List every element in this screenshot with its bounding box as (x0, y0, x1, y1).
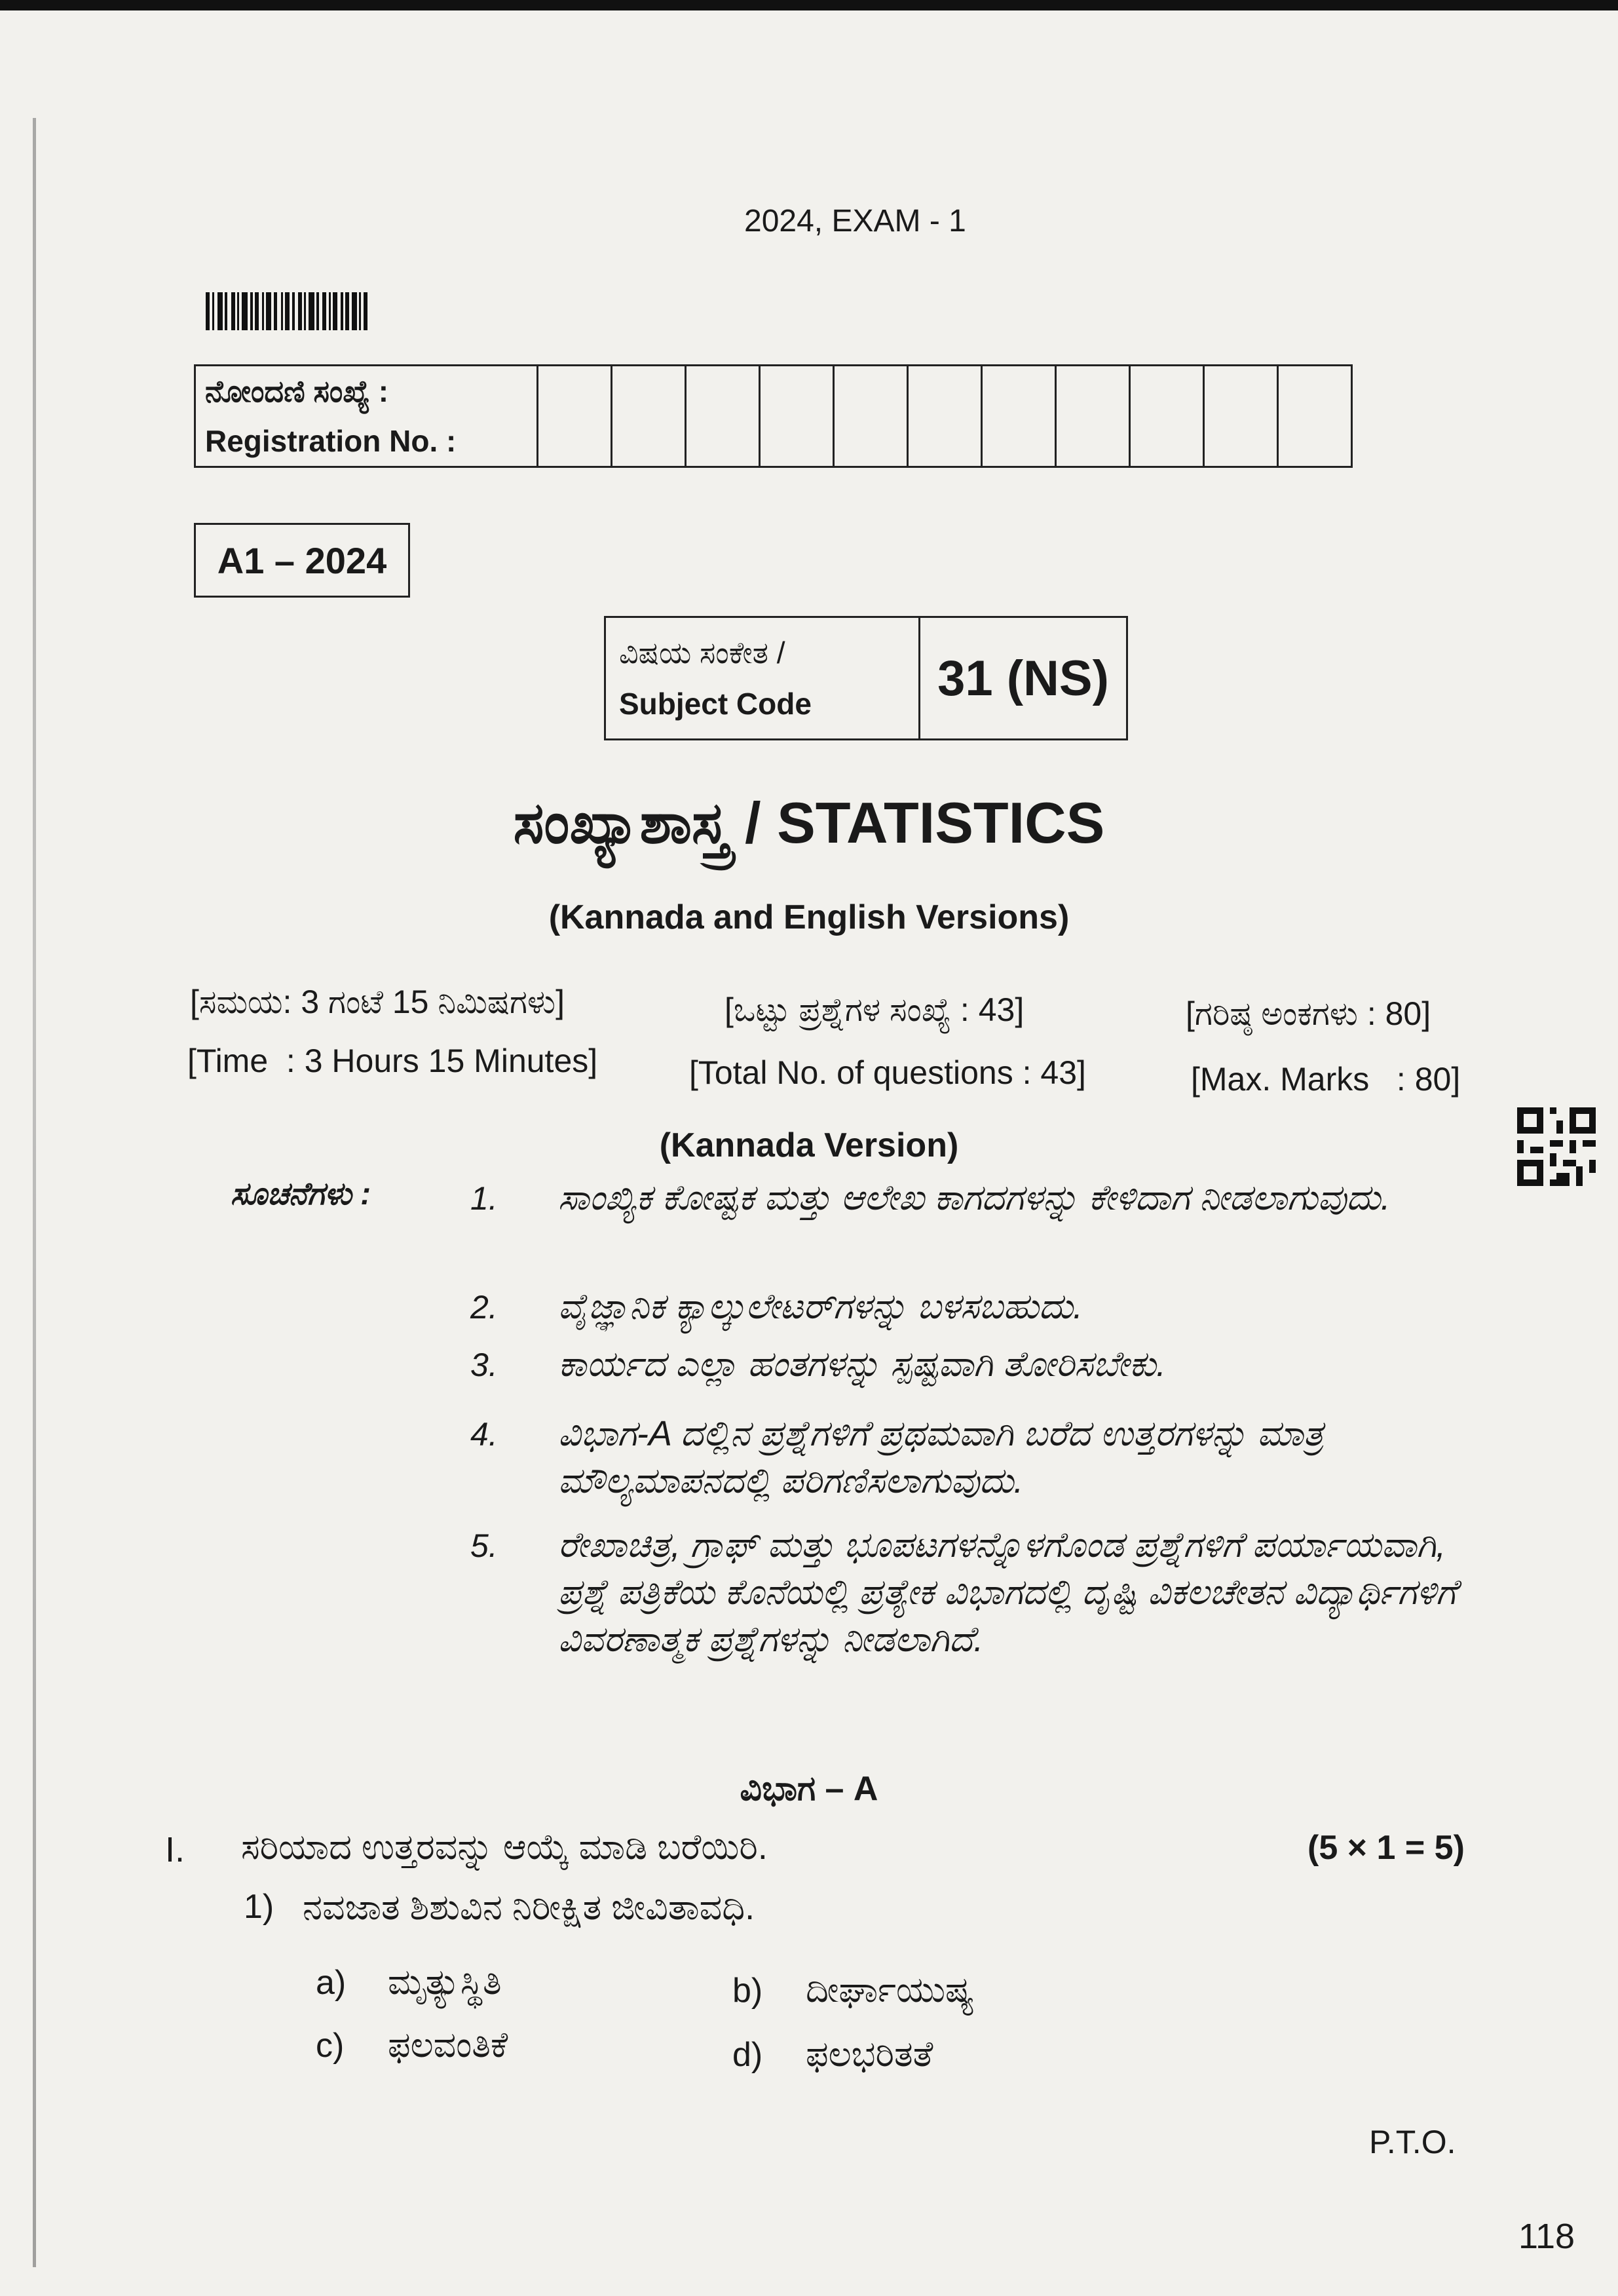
instruction-number: 5. (470, 1527, 498, 1564)
scan-top-border (0, 0, 1618, 10)
instructions-heading: ಸೂಚನೆಗಳು : (231, 1177, 371, 1212)
subject-code-label-kn: ವಿಷಯ ಸಂಕೇತ / (619, 636, 785, 670)
registration-digit-box[interactable] (1204, 366, 1278, 467)
registration-digit-box[interactable] (834, 366, 908, 467)
questions-en: [Total No. of questions : 43] (689, 1054, 1086, 1091)
registration-digit-box[interactable] (760, 366, 834, 467)
option-text: ದೀರ್ಘಾಯುಷ್ಯ (806, 1970, 975, 2010)
page-number: 118 (1518, 2217, 1575, 2256)
subject-code-label (606, 618, 920, 738)
option-label: d) (732, 2036, 763, 2074)
question-text: ಸರಿಯಾದ ಉತ್ತರವನ್ನು ಆಯ್ಕೆ ಮಾಡಿ ಬರೆಯಿರಿ. (241, 1827, 768, 1867)
instruction-text: ರೇಖಾಚಿತ್ರ, ಗ್ರಾಫ್ ಮತ್ತು ಭೂಪಟಗಳನ್ನೊಳಗೊಂಡ ಪ್ರಶ್ನೆಗಳಿಗೆ ಪರ್ಯಾಯವಾಗಿ, ಪ್ರಶ್ನೆ ಪತ್ರಿಕೆಯ ಕೊನೆಯಲ್ಲಿ ಪ್ರತ್ಯೇಕ ವಿಭಾಗದಲ್ಲಿ ದೃಷ್ಟಿ ವಿಕಲಚೇತನ ವಿದ್ಯಾರ್ಥಿಗಳಿಗೆ ವಿವರಣಾತ್ಮಕ ಪ್ರಶ್ನೆಗಳನ್ನು ನೀಡಲಾಗಿದೆ. (558, 1525, 1457, 1659)
versions-note: (Kannada and English Versions) (548, 898, 1070, 936)
registration-digit-box[interactable] (1056, 366, 1130, 467)
registration-digit-box[interactable] (538, 366, 612, 467)
option-text: ಮೃತ್ಯುಸ್ಥಿತಿ (388, 1962, 502, 2002)
sub-question-text: ನವಜಾತ ಶಿಶುವಿನ ನಿರೀಕ್ಷಿತ ಜೀವಿತಾವಧಿ. (303, 1888, 755, 1927)
questions-kn: [ಒಟ್ಟು ಪ್ರಶ್ನೆಗಳ ಸಂಖ್ಯೆ : 43] (724, 991, 1025, 1028)
registration-label-en: Registration No. : (205, 424, 457, 458)
registration-digit-box[interactable] (686, 366, 760, 467)
question-roman-number: I. (165, 1830, 185, 1869)
subject-code-label-en: Subject Code (619, 687, 812, 721)
instruction-number: 2. (470, 1289, 498, 1326)
pto-marker: P.T.O. (1369, 2124, 1456, 2160)
kannada-version-heading: (Kannada Version) (659, 1126, 959, 1164)
option-label: c) (316, 2027, 345, 2065)
time-kn: [ಸಮಯ: 3 ಗಂಟೆ 15 ನಿಮಿಷಗಳು] (190, 984, 565, 1020)
option-label: b) (732, 1972, 763, 2010)
instruction-number: 4. (470, 1416, 498, 1453)
qr-code (1517, 1107, 1596, 1186)
registration-label-kn: ನೋಂದಣಿ ಸಂಖ್ಯೆ : (205, 374, 389, 408)
instruction-text: ವೈಜ್ಞಾನಿಕ ಕ್ಯಾಲ್ಕುಲೇಟರ್‌ಗಳನ್ನು ಬಳಸಬಹುದು. (558, 1287, 1083, 1326)
marks-kn: [ಗರಿಷ್ಠ ಅಂಕಗಳು : 80] (1186, 995, 1431, 1032)
marks-en: [Max. Marks : 80] (1191, 1061, 1461, 1098)
sub-question-number: 1) (244, 1888, 274, 1926)
paper-title: ಸಂಖ್ಯಾಶಾಸ್ತ್ರ / STATISTICS (513, 790, 1105, 855)
registration-digit-box[interactable] (982, 366, 1056, 467)
registration-label (195, 366, 538, 467)
instruction-text: ಕಾರ್ಯದ ಎಲ್ಲಾ ಹಂತಗಳನ್ನು ಸ್ಪಷ್ಟವಾಗಿ ತೋರಿಸಬೇಕು. (558, 1345, 1166, 1384)
section-heading: ವಿಭಾಗ – A (740, 1770, 878, 1808)
option-label: a) (316, 1964, 347, 2002)
barcode (206, 292, 414, 330)
subject-code-box (604, 616, 1128, 740)
time-en: [Time : 3 Hours 15 Minutes] (187, 1043, 598, 1079)
instruction-number: 1. (470, 1180, 498, 1217)
option-text: ಫಲಭರಿತತೆ (806, 2035, 933, 2074)
registration-digit-box[interactable] (612, 366, 686, 467)
set-code-box: A1 – 2024 (194, 523, 410, 598)
registration-digit-box[interactable] (1278, 366, 1352, 467)
exam-line: 2024, EXAM - 1 (744, 204, 966, 239)
registration-digit-box[interactable] (1130, 366, 1204, 467)
instruction-text: ಸಾಂಖ್ಯಿಕ ಕೋಷ್ಟಕ ಮತ್ತು ಆಲೇಖ ಕಾಗದಗಳನ್ನು ಕೇಳಿದಾಗ ನೀಡಲಾಗುವುದು. (558, 1178, 1391, 1217)
registration-table (194, 364, 1353, 468)
option-text: ಫಲವಂತಿಕೆ (388, 2025, 508, 2065)
question-marks: (5 × 1 = 5) (1308, 1829, 1465, 1867)
instruction-text: ವಿಭಾಗ-A ದಲ್ಲಿನ ಪ್ರಶ್ನೆಗಳಿಗೆ ಪ್ರಥಮವಾಗಿ ಬರೆದ ಉತ್ತರಗಳನ್ನು ಮಾತ್ರ ಮೌಲ್ಯಮಾಪನದಲ್ಲಿ ಪರಿಗಣಿಸಲಾಗುವುದು. (558, 1414, 1324, 1501)
scan-left-edge (33, 118, 36, 2267)
registration-digit-box[interactable] (908, 366, 982, 467)
subject-code-value: 31 (NS) (937, 650, 1109, 706)
instruction-number: 3. (470, 1347, 498, 1383)
